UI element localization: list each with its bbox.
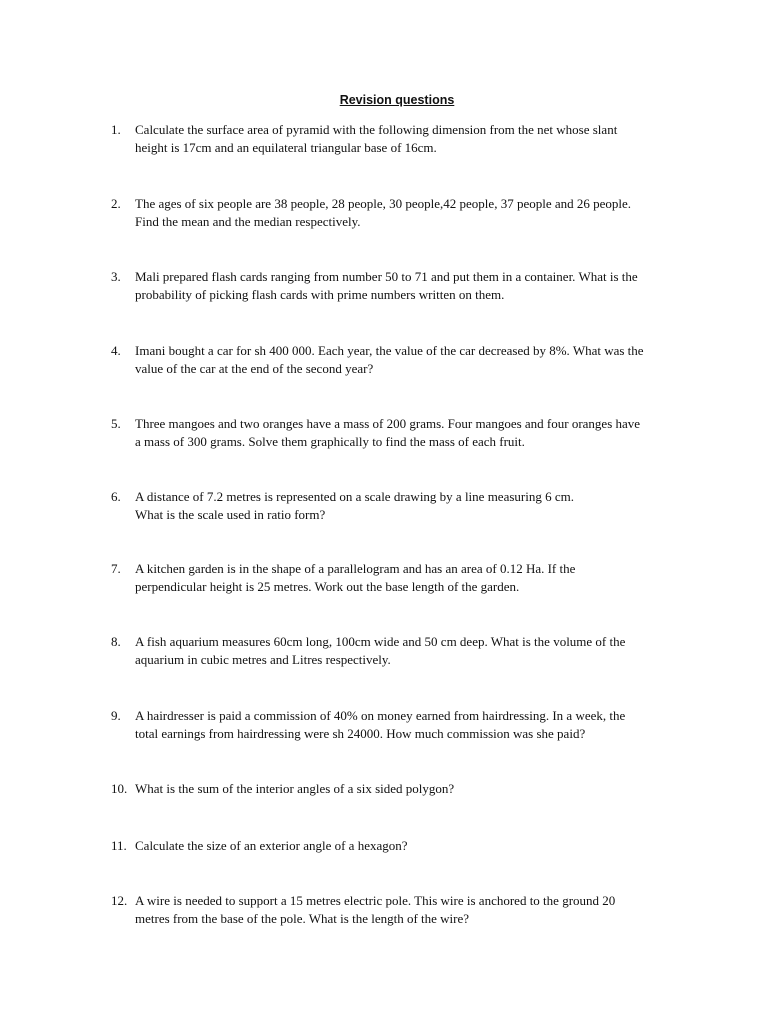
question-number: 1.: [111, 122, 121, 137]
question-number: 10.: [111, 781, 128, 796]
question-line: Imani bought a car for sh 400 000. Each year, the value of the car decreased by 8%. What was the: [135, 343, 644, 358]
question-text: [135, 415, 680, 451]
question-line: A kitchen garden is in the shape of a parallelogram and has an area of 0.12 Ha. If the: [135, 561, 576, 576]
question-number: 7.: [111, 561, 121, 576]
question-line: Calculate the size of an exterior angle of a hexagon?: [135, 838, 408, 853]
question-line: A fish aquarium measures 60cm long, 100cm wide and 50 cm deep. What is the volume of the: [135, 634, 626, 649]
question-line: Mali prepared flash cards ranging from number 50 to 71 and put them in a container. What is the: [135, 269, 638, 284]
question-number: 6.: [111, 489, 121, 504]
question-number: 4.: [111, 343, 121, 358]
question-line: height is 17cm and an equilateral triangular base of 16cm.: [135, 140, 437, 155]
question-line: A hairdresser is paid a commission of 40% on money earned from hairdressing. In a week, the: [135, 708, 626, 723]
question-line: The ages of six people are 38 people, 28 people, 30 people,42 people, 37 people and 26 people.: [135, 196, 632, 211]
question-line: value of the car at the end of the second year?: [135, 361, 374, 376]
question-line: total earnings from hairdressing were sh 24000. How much commission was she paid?: [135, 726, 586, 741]
question-text: [135, 268, 680, 304]
question-line: What is the sum of the interior angles of a six sided polygon?: [135, 781, 455, 796]
question-number: 11.: [111, 838, 127, 853]
question-number: 3.: [111, 269, 121, 284]
question-number: 5.: [111, 416, 121, 431]
question-line: probability of picking flash cards with prime numbers written on them.: [135, 287, 505, 302]
question-line: Three mangoes and two oranges have a mass of 200 grams. Four mangoes and four oranges have: [135, 416, 641, 431]
question-text: [135, 892, 680, 928]
question-line: perpendicular height is 25 metres. Work out the base length of the garden.: [135, 579, 520, 594]
question-line: A wire is needed to support a 15 metres electric pole. This wire is anchored to the ground 20: [135, 893, 616, 908]
question-text: [135, 121, 680, 157]
question-number: 2.: [111, 196, 121, 211]
question-text: [135, 560, 680, 596]
question-line: Calculate the surface area of pyramid with the following dimension from the net whose slant: [135, 122, 618, 137]
question-text: [135, 342, 680, 378]
question-number: 8.: [111, 634, 121, 649]
question-text: [135, 837, 680, 855]
question-number: 9.: [111, 708, 121, 723]
question-line: a mass of 300 grams. Solve them graphically to find the mass of each fruit.: [135, 434, 525, 449]
question-text: [135, 195, 680, 231]
question-text: [135, 780, 680, 798]
question-line: Find the mean and the median respectively.: [135, 214, 361, 229]
question-line: A distance of 7.2 metres is represented on a scale drawing by a line measuring 6 cm.: [135, 489, 574, 504]
question-line: aquarium in cubic metres and Litres respectively.: [135, 652, 391, 667]
question-line: What is the scale used in ratio form?: [135, 507, 326, 522]
question-line: metres from the base of the pole. What is the length of the wire?: [135, 911, 470, 926]
page-title: Revision questions: [339, 93, 455, 107]
question-number: 12.: [111, 893, 128, 908]
question-text: [135, 633, 680, 669]
question-text: [135, 707, 680, 743]
question-text: [135, 488, 680, 524]
